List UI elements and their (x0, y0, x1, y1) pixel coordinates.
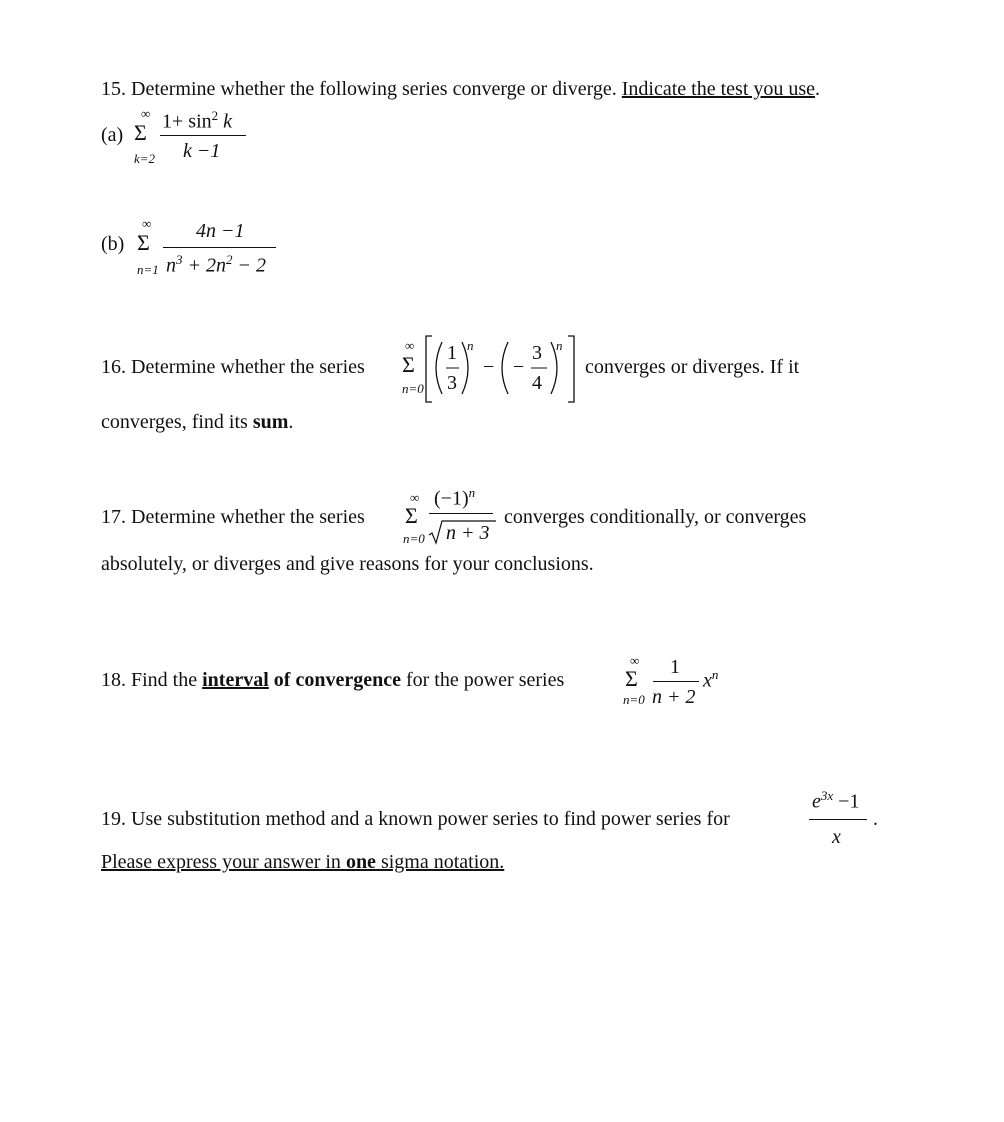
right-bracket (568, 336, 574, 402)
interval-keyword: interval (202, 669, 269, 691)
q15a-sum-upper: ∞ (141, 106, 151, 121)
q17-denominator: n + 3 (446, 522, 490, 544)
q15a-sum-lower: k=2 (134, 151, 156, 166)
q16-exp1: n (467, 338, 474, 353)
q17-prompt: 17. Determine whether the series (101, 506, 365, 528)
q15b-sigma: Σ (137, 230, 150, 255)
q16-frac1-den: 3 (447, 372, 457, 394)
q17-numerator: $(-1)^n$ (434, 485, 476, 510)
q19-period: . (873, 808, 878, 830)
sum-keyword: sum (252, 411, 289, 433)
q18-x: $x^n$ (703, 667, 719, 692)
q15b-denominator: $n^3 + 2n^2 - 2$ (166, 252, 266, 277)
left-bracket (426, 336, 432, 402)
q16-sum-upper: ∞ (405, 338, 415, 353)
one-keyword: one (345, 851, 376, 873)
paren-open-2 (502, 342, 508, 394)
q15b-numerator: 4n −1 (196, 220, 245, 242)
q15b-fraction-bar (163, 247, 276, 248)
test-instruction: Indicate the test you use (621, 78, 816, 100)
q16-prompt: 16. Determine whether the series (101, 356, 365, 378)
q17-sum-lower: n=0 (403, 531, 425, 546)
q15a-denominator: k −1 (183, 140, 221, 162)
q16-frac2-num: 3 (532, 342, 542, 364)
convergence-keyword: of convergence (268, 669, 401, 691)
q18-numerator: 1 (670, 656, 680, 678)
q16-frac2-den: 4 (532, 372, 542, 394)
q16-neg-sign: − (513, 356, 525, 378)
q16-sum-lower: n=0 (402, 381, 424, 396)
q18-fraction-bar (653, 681, 699, 682)
q16-prompt-cont: converges or diverges. If it (585, 356, 800, 378)
q15b-label: (b) (101, 233, 125, 255)
q15a-numerator: $1+ \sin^2 k$ (162, 108, 233, 133)
q17-line2: absolutely, or diverges and give reasons for your conclusions. (101, 553, 594, 575)
q16-minus: − (483, 356, 495, 378)
q18-sum-lower: n=0 (623, 692, 645, 707)
q15a-fraction-bar (160, 135, 246, 136)
q16-sigma: Σ (402, 352, 415, 377)
q19-fraction-bar (809, 819, 867, 820)
q17-sigma: Σ (405, 503, 418, 528)
q18-denominator: n + 2 (652, 686, 696, 708)
q17-sum-upper: ∞ (410, 490, 420, 505)
q19-denominator: x (832, 826, 841, 848)
paren-open-1 (436, 342, 442, 394)
q19-note: Please express your answer in one sigma notation. (101, 851, 505, 873)
q16-frac1-num: 1 (447, 342, 457, 364)
q19-numerator: $e^{3x} -1$ (812, 788, 860, 813)
q15b-sum-upper: ∞ (142, 216, 152, 231)
q18-sigma: Σ (625, 666, 638, 691)
q15a-label: (a) (101, 124, 124, 146)
q15-prompt: 15. Determine whether the following series converge or diverge. Indicate the test you use. (101, 78, 821, 100)
q17-fraction-bar (429, 513, 493, 514)
q15b-sum-lower: n=1 (137, 262, 159, 277)
q16-exp2: n (556, 338, 563, 353)
q18-sum-upper: ∞ (630, 653, 640, 668)
q19-prompt: 19. Use substitution method and a known power series to find power series for (101, 808, 730, 830)
q16-line2: converges, find its sum. (101, 411, 294, 433)
q15a-sigma: Σ (134, 120, 147, 145)
q17-prompt-cont: converges conditionally, or converges (504, 506, 807, 528)
q18-prompt: 18. Find the interval of convergence for the power series (101, 669, 565, 691)
